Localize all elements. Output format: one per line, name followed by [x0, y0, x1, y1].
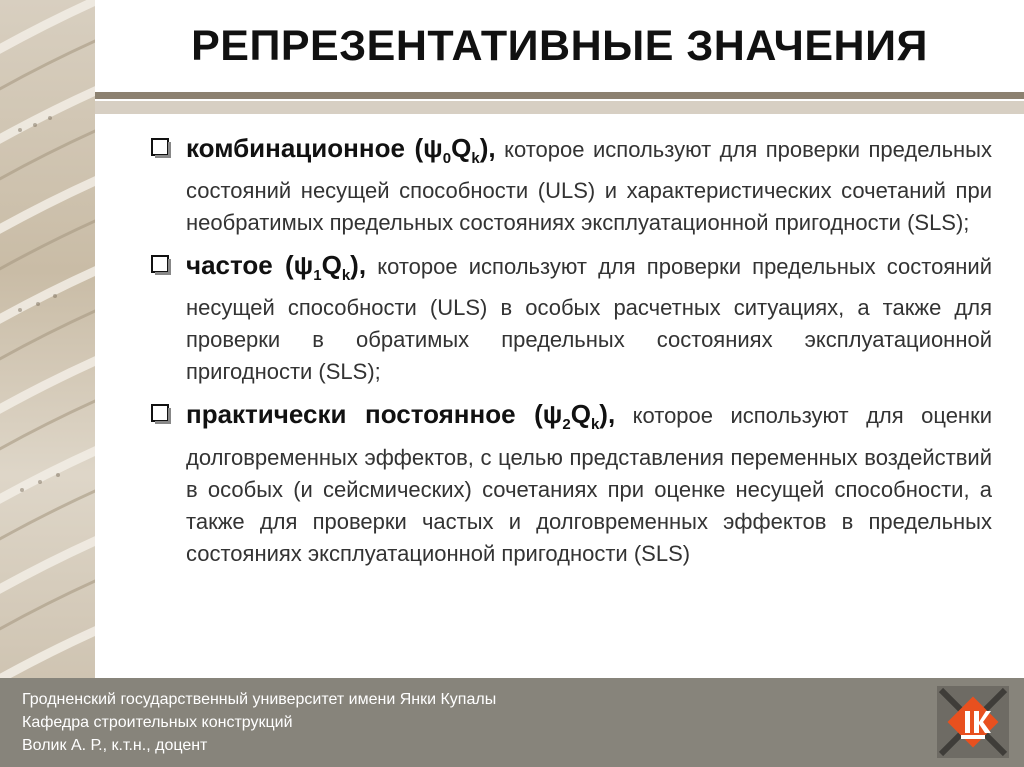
footer-author: Волик А. Р., к.т.н., доцент [22, 737, 208, 754]
checkbox-icon [150, 137, 172, 159]
title-rule [95, 92, 1024, 99]
item-text: которое используют для проверки предельных состояний несущей способности (ULS) и характеристических сочетаний при необратимых предельных состояниях эксплуатационной пригодности (SLS); [186, 137, 992, 236]
footer-university: Гродненский государственный университет имени Янки Купалы [22, 691, 497, 708]
checkbox-icon [150, 254, 172, 276]
list-item [150, 398, 992, 569]
footer-text [22, 688, 496, 757]
decorative-side-art [0, 0, 95, 678]
bullet-list [150, 132, 992, 580]
list-item [150, 132, 992, 239]
title-rule-shadow [95, 101, 1024, 114]
list-item [150, 249, 992, 388]
item-text: которое используют для оценки долговременных эффектов, с целью представления переменных воздействий в особых (и сейсмических) сочетаниях при оценке несущей способности, а также для проверки частых и долговременных эффектов в предельных состояниях эксплуатационной пригодности (SLS) [186, 403, 992, 566]
footer-department: Кафедра строительных конструкций [22, 714, 293, 731]
term: комбинационное $(\psi_0Q_k)$, [186, 133, 496, 168]
architecture-pattern-icon [0, 0, 95, 678]
term: частое $(\psi_1Q_k)$, [186, 250, 367, 285]
footer [0, 678, 1024, 767]
university-logo-icon [937, 686, 1009, 758]
page-title: РЕПРЕЗЕНТАТИВНЫЕ ЗНАЧЕНИЯ [191, 22, 928, 70]
term: практически постоянное $(\psi_2Q_k)$, [186, 399, 616, 434]
checkbox-icon [150, 403, 172, 425]
item-text: которое используют для проверки предельных состояний несущей способности (ULS) в особых расчетных ситуациях, а также для проверки в обратимых предельных состояниях эксплуатационной пригодности (SLS); [186, 254, 992, 385]
